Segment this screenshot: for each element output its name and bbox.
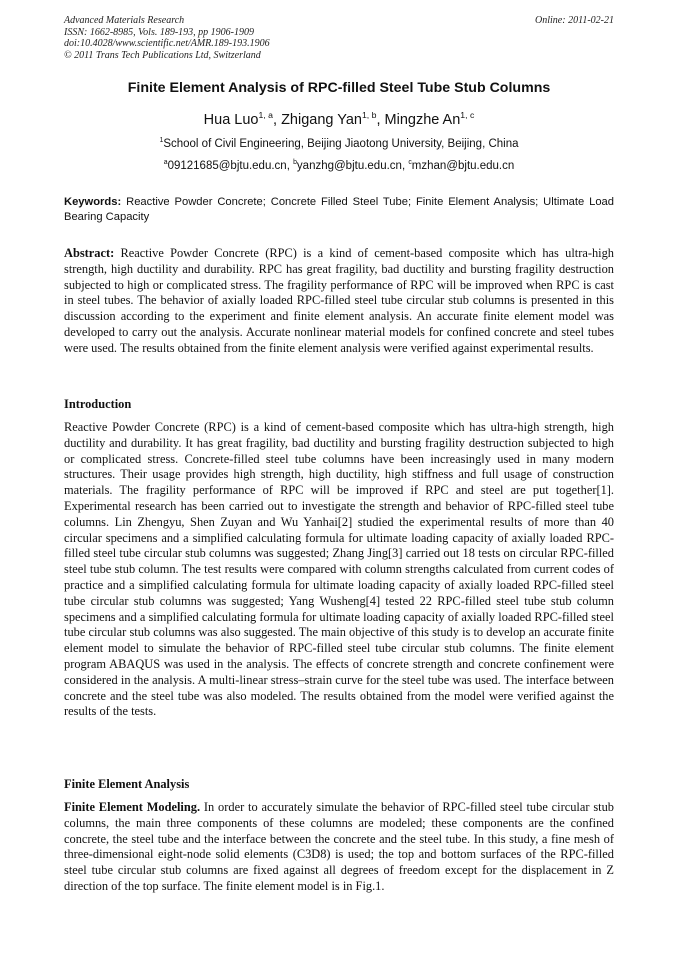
fea-modeling-paragraph — [64, 800, 614, 895]
journal-header — [64, 15, 270, 61]
doi-line: doi:10.4028/www.scientific.net/AMR.189-193.1906 — [64, 38, 270, 49]
paper-title: Finite Element Analysis of RPC-filled Steel Tube Stub Columns — [127, 80, 551, 96]
fea-modeling-label: Finite Element Modeling. — [64, 800, 201, 814]
fea-heading: Finite Element Analysis — [64, 777, 190, 791]
fea-modeling-text: In order to accurately simulate the behavior of RPC-filled steel tube circular stub columns, the main three components of these columns are modeled; these components are the confined concrete, the steel tube and the interface between the concrete and the steel tube. In this study, a fine mesh of three-dimensional eight-node solid elements (C3D8) is used; the top and bottom surfaces of the RPC-filled steel tube circular stub columns are fixed against all degrees of freedom except for the displacement in Z direction of the top surface. The finite element model is in Fig.1. — [64, 800, 614, 893]
author-affil-mark: 1, b — [361, 110, 377, 121]
author-name: Hua Luo — [203, 112, 259, 128]
author-name: Mingzhe An — [384, 112, 461, 128]
introduction-text: Reactive Powder Concrete (RPC) is a kind of cement-based composite which has ultra-high strength, high ductility and durability. It has great fragility, bad ductility and bursting fragility destruction subjected to high or complicated stress. Concrete-filled steel tube columns have been increasingly used in many modern structures. Their usage provides high strength, high ductility, high stiffness and full usage of construction materials. The fragility performance of RPC will be improved if RPC and steel are put together[1]. Experimental research has been carried out to investigate the strength and behavior of RPC-filled steel tube columns. Lin Zhengyu, Shen Zuyan and Wu Yanhai[2] studied the experimental results of more than 40 circular specimens and a simplified calculating formula for ultimate loading capacity of axially loaded RPC-filled steel tube circular stub columns was suggested; Zhang Jing[3] carried out 18 tests on circular RPC-filled steel tube stub column. The test results were compared with column strengths calculated from current codes of practice and a simplified calculating formula for ultimate loading capacity of axially loaded RPC-filled steel tube circular stub columns was suggested; Yang Wusheng[4] tested 22 RPC-filled steel tube stub column specimens and a simplified calculating formula for ultimate loading capacity of axially loaded RPC-filled steel tube circular stub columns was also suggested. The main objective of this study is to develop an accurate finite element model to simulate the behavior of RPC-filled steel tube circular stub columns. The finite element program ABAQUS was used in the analysis. The effects of concrete strength and concrete confinement were considered in the analysis. A multi-linear stress–strain curve for the steel tube was used. The interface between concrete and the steel tube was also modeled. The results obtained from the model were verified against the results of the tests. — [64, 420, 614, 719]
abstract-label: Abstract: — [64, 246, 115, 260]
online-date: Online: 2011-02-21 — [535, 15, 614, 26]
email-mark: b — [293, 159, 297, 167]
introduction-heading: Introduction — [64, 397, 132, 411]
affiliation — [64, 138, 614, 150]
keywords-text: Reactive Powder Concrete; Concrete Filled Steel Tube; Finite Element Analysis; Ultimate Load Bearing Capacity — [64, 196, 614, 223]
email-address: mzhan@bjtu.edu.cn — [411, 160, 515, 172]
author-list: Hua Luo$^{1, a}$, Zhigang Yan$^{1, b}$, Mingzhe An$^{1, c}$ — [203, 110, 475, 128]
author-name: Zhigang Yan — [281, 112, 362, 128]
email-mark: c — [408, 159, 412, 167]
email-address: 09121685@bjtu.edu.cn — [167, 160, 287, 172]
affiliation-mark: 1 — [159, 137, 164, 145]
abstract — [64, 246, 614, 357]
issn-line: ISSN: 1662-8985, Vols. 189-193, pp 1906-1909 — [64, 26, 254, 38]
copyright-line: © 2011 Trans Tech Publications Ltd, Switzerland — [64, 49, 261, 61]
journal-name: Advanced Materials Research — [64, 15, 185, 26]
abstract-text: Reactive Powder Concrete (RPC) is a kind of cement-based composite which has ultra-high strength, high ductility and durability. RPC has great fragility, bad ductility and bursting fragility destruction subjected to high or complicated stress. The fragility performance of RPC will be improved when RPC is cast in steel tubes. The behavior of axially loaded RPC-filled steel tube circular stub columns is presented in this discussion according to the experiment and finite element analysis. An accurate finite element model was developed to carry out the analysis. Accurate nonlinear material models for confined concrete and steel tubes were used. The results obtained from the finite element analysis were verified against experimental results. — [64, 246, 614, 355]
author-emails: $^a$09121685@bjtu.edu.cn, $^b$yanzhg@bjtu.edu.cn, $^c$mzhan@bjtu.edu.cn — [163, 159, 515, 172]
keywords-label: Keywords: — [64, 196, 122, 208]
affiliation-text: School of Civil Engineering, Beijing Jiaotong University, Beijing, China — [163, 138, 519, 150]
author-affil-mark: 1, c — [460, 110, 475, 121]
email-mark: a — [163, 159, 168, 167]
email-address: yanzhg@bjtu.edu.cn — [296, 160, 402, 172]
keywords — [64, 195, 614, 225]
author-affil-mark: 1, a — [258, 110, 273, 121]
